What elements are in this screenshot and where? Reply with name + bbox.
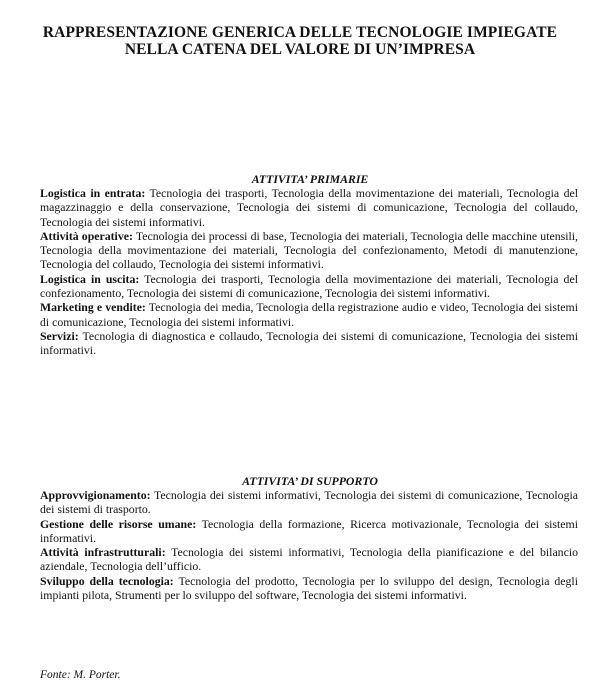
primary-entry-marketing-sales [40, 300, 578, 329]
primary-activities-heading: ATTIVITA’ PRIMARIE [251, 172, 369, 186]
primary-activities-list [40, 186, 578, 358]
support-activities-list [40, 488, 578, 602]
entry-text: Tecnologia dei media, Tecnologia della registrazione audio e video, Tecnologia dei sistemi di comunicazione, Tecnologia dei sistemi informativi. [40, 300, 578, 329]
primary-entry-outbound-logistics [40, 272, 578, 301]
title-line-2: NELLA CATENA DEL VALORE DI UN’IMPRESA [124, 41, 476, 58]
entry-label: Servizi: [40, 328, 79, 343]
entry-text: Tecnologia dei processi di base, Tecnologia dei materiali, Tecnologia delle macchine utensili, Tecnologia della movimentazione dei materiali, Tecnologia del confezionamento, Metodi di manutenzione, Tecnologia del collaudo, Tecnologia dei sistemi informativi. [40, 228, 578, 272]
support-entry-infrastructure [40, 545, 578, 574]
entry-label: Logistica in uscita: [40, 271, 140, 286]
entry-text: Tecnologia di diagnostica e collaudo, Tecnologia dei sistemi di comunicazione, Tecnologia dei sistemi informativi. [40, 328, 578, 358]
source-note: Fonte: M. Porter. [40, 669, 121, 681]
support-entry-technology-development [40, 574, 578, 603]
support-entry-procurement [40, 488, 578, 517]
entry-text: Tecnologia dei sistemi informativi, Tecnologia della pianificazione e del bilancio aziendale, Tecnologia dell’ufficio. [40, 545, 578, 574]
primary-entry-operations [40, 229, 578, 272]
entry-label: Logistica in entrata: [40, 186, 146, 200]
entry-label: Attività infrastrutturali: [40, 545, 166, 560]
entry-text: Tecnologia dei sistemi informativi, Tecnologia dei sistemi di comunicazione, Tecnologia dei sistemi di trasporto. [40, 488, 578, 517]
entry-label: Gestione delle risorse umane: [40, 516, 197, 531]
entry-text: Tecnologia della formazione, Ricerca motivazionale, Tecnologia dei sistemi informativi. [40, 516, 578, 545]
title-line-1: RAPPRESENTAZIONE GENERICA DELLE TECNOLOGIE IMPIEGATE [42, 24, 558, 41]
entry-text: Tecnologia del prodotto, Tecnologia per lo sviluppo del design, Tecnologia degli impianti pilota, Strumenti per lo sviluppo del software, Tecnologia dei sistemi informativi. [40, 573, 578, 603]
entry-text: Tecnologia dei trasporti, Tecnologia della movimentazione dei materiali, Tecnologia del confezionamento, Tecnologia dei sistemi di comunicazione, Tecnologia dei sistemi informativi. [40, 271, 578, 301]
document-title [20, 24, 580, 58]
support-activities-heading: ATTIVITA’ DI SUPPORTO [242, 474, 378, 488]
primary-entry-inbound-logistics [40, 186, 578, 229]
entry-label: Approvvigionamento: [40, 488, 151, 502]
entry-label: Sviluppo della tecnologia: [40, 573, 174, 588]
primary-entry-services [40, 329, 578, 358]
entry-label: Marketing e vendite: [40, 300, 146, 315]
entry-label: Attività operative: [40, 228, 133, 243]
support-entry-human-resources [40, 517, 578, 546]
entry-text: Tecnologia dei trasporti, Tecnologia della movimentazione dei materiali, Tecnologia del magazzinaggio e della conservazione, Tecnologia dei sistemi di comunicazione, Tecnologia del collaudo, Tecnologia dei sistemi informativi. [40, 186, 578, 229]
